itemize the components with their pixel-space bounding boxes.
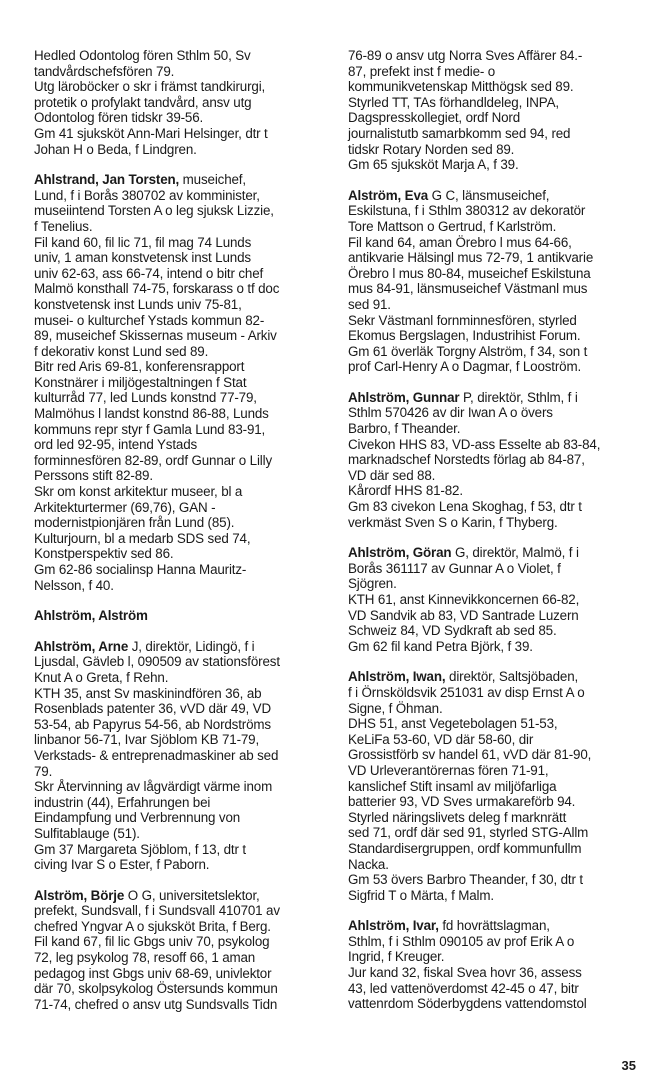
entry-first-line: [348, 188, 640, 204]
entry-first-line: [34, 888, 326, 904]
text-line: kanslichef Stift insaml av miljöfarliga: [348, 778, 557, 794]
text-line: Eskilstuna, f i Sthlm 380312 av dekoratör: [348, 203, 586, 219]
text-line: Fil kand 67, fil lic Gbgs univ 70, psykolog: [34, 934, 270, 950]
text-line: batterier 93, VD Sves urmakareförb 94.: [348, 794, 576, 810]
text-line: Rosenblads patenter 36, vVD där 49, VD: [34, 701, 271, 717]
text-line: antikvarie Hälsingl mus 72-79, 1 antikvarie: [348, 250, 594, 266]
text-line: Styrled näringslivets deleg f marknrätt: [348, 809, 567, 825]
text-line: Gm 62 fil kand Petra Björk, f 39.: [348, 638, 533, 654]
entry-intro: P, direktör, Sthlm, f i: [459, 389, 578, 405]
entry-first-line: [348, 545, 640, 561]
entry-ahlstrom-arne: [34, 639, 326, 873]
text-line: Eindampfung und Verbrennung von: [34, 810, 241, 826]
text-line: 53-54, ab Papyrus 54-56, ab Nordströms: [34, 716, 271, 732]
entry-intro: J, direktör, Lidingö, f i: [128, 638, 255, 654]
text-line: KTH 35, anst Sv maskinindfören 36, ab: [34, 685, 262, 701]
entry-intro: G, direktör, Malmö, f i: [451, 545, 579, 561]
text-line: 72, leg psykolog 78, resoff 66, 1 aman: [34, 950, 256, 966]
text-line: tidskr Rotary Norden sed 89.: [348, 141, 515, 157]
text-line: f i Örnsköldsvik 251031 av disp Ernst A o: [348, 684, 585, 700]
text-line: Standardisergruppen, ordf kommunfullm: [348, 840, 582, 856]
text-line: 43, led vattenöverdomst 42-45 o 47, bitr: [348, 980, 579, 996]
text-line: pedagog inst Gbgs univ 68-69, univlektor: [34, 965, 272, 981]
text-line: univ, 1 aman konstvetensk inst Lunds: [34, 250, 251, 266]
text-line: Schweiz 84, VD Sydkraft ab sed 85.: [348, 623, 557, 639]
text-line: VD Urleverantörernas fören 71-91,: [348, 762, 549, 778]
text-line: Nacka.: [348, 856, 389, 872]
entry-first-line: [348, 918, 640, 934]
text-line: VD där sed 88.: [348, 467, 436, 483]
entry-alstrom-eva: [348, 188, 640, 375]
entry-first-line: [34, 172, 326, 188]
text-line: f dekorativ konst Lund sed 89.: [34, 343, 209, 359]
text-line: museiintend Torsten A o leg sjuksk Lizzie,: [34, 203, 274, 219]
text-line: prof Carl-Henry A o Dagmar, f Looström.: [348, 359, 582, 375]
text-line: protetik o profylakt tandvård, ansv utg: [34, 94, 252, 110]
text-line: Gm 62-86 socialinsp Hanna Mauritz-: [34, 562, 247, 577]
section-headword: Ahlström, Alström: [34, 608, 148, 624]
entry-ahlstrom-gunnar: [348, 390, 640, 530]
text-line: där 70, skolpsykolog Östersunds kommun: [34, 981, 278, 997]
entry-intro: direktör, Saltsjöbaden,: [445, 669, 579, 685]
text-line: konstvetensk inst Lunds univ 75-81,: [34, 296, 242, 312]
text-line: linbanor 56-71, Ivar Sjöblom KB 71-79,: [34, 732, 260, 748]
text-line: univ 62-63, ass 66-74, intend o bitr chef: [34, 265, 264, 281]
entry-name: Ahlstrand, Jan Torsten,: [34, 172, 180, 188]
entry-first-line: [348, 669, 640, 685]
text-line: Konstperspektiv sed 86.: [34, 546, 174, 562]
text-line: modernistpionjären från Lund (85).: [34, 515, 235, 531]
entry-name: Ahlström, Iwan,: [348, 669, 446, 685]
text-line: Sigfrid T o Märta, f Malm.: [348, 887, 494, 903]
text-line: musei- o kulturchef Ystads kommun 82-: [34, 312, 265, 328]
text-line: VD Sandvik ab 83, VD Santrade Luzern: [348, 607, 579, 623]
text-line: Gm 83 civekon Lena Skoghag, f 53, dtr t: [348, 499, 582, 515]
entry-continuation: [34, 48, 326, 157]
text-line: 71-74, chefred o ansv utg Sundsvalls Tidn: [34, 996, 278, 1012]
entry-continuation: [348, 48, 640, 173]
text-line: DHS 51, anst Vegetebolagen 51-53,: [348, 716, 558, 732]
text-line: Dagspresskollegiet, ordf Nord: [348, 110, 521, 126]
text-line: Bitr red Aris 69-81, konferensrapport: [34, 359, 245, 375]
text-line: marknadschef Norstedts förlag ab 84-87,: [348, 452, 585, 468]
text-line: Utg läroböcker o skr i främst tandkirurgi,: [34, 79, 266, 95]
text-line: Ekomus Bergslagen, Industrihist Forum.: [348, 328, 581, 344]
entry-first-line: [34, 639, 326, 655]
entry-intro: O G, universitetslektor,: [124, 887, 260, 903]
text-line: prefekt, Sundsvall, f i Sundsvall 410701 av: [34, 903, 280, 919]
entry-intro: museichef,: [179, 172, 246, 188]
text-line: 87, prefekt inst f medie- o: [348, 63, 496, 79]
text-line: Tore Mattson o Gertrud, f Karlström.: [348, 218, 557, 234]
entry-ahlstrom-ivar: [348, 918, 640, 1012]
text-line: Arkitekturtermer (69,76), GAN -: [34, 499, 216, 515]
text-line: Lund, f i Borås 380702 av komminister,: [34, 187, 260, 203]
text-line: Gm 53 övers Barbro Theander, f 30, dtr t: [348, 872, 583, 888]
text-line: Ingrid, f Kreuger.: [348, 949, 445, 965]
text-line: Gm 65 sjuksköt Marja A, f 39.: [348, 157, 519, 173]
text-line: Malmö konsthall 74-75, forskarass o tf doc: [34, 281, 280, 297]
text-line: Sthlm 570426 av dir Iwan A o övers: [348, 405, 553, 421]
text-line: Grossistförb sv handel 61, vVD där 81-90,: [348, 747, 592, 763]
entry-ahlstrom-iwan: [348, 669, 640, 903]
right-column: [348, 48, 640, 1027]
text-line: Fil kand 64, aman Örebro l mus 64-66,: [348, 234, 572, 250]
text-line: vattenrdom Söderbygdens vattendomstol: [348, 996, 587, 1012]
entry-ahlstrand-jan-torsten: [34, 172, 326, 593]
text-line: Perssons stift 82-89.: [34, 468, 153, 484]
text-line: Fil kand 60, fil lic 71, fil mag 74 Lunds: [34, 234, 252, 250]
text-line: KTH 61, anst Kinnevikkoncernen 66-82,: [348, 592, 580, 607]
text-line: kommunikvetenskap Mitthögsk sed 89.: [348, 79, 574, 95]
text-line: Borås 361117 av Gunnar A o Violet, f: [348, 560, 561, 576]
text-line: Sjögren.: [348, 576, 397, 592]
text-line: forminnesfören 82-89, ordf Gunnar o Lilly: [34, 452, 272, 468]
text-line: Hedled Odontolog fören Sthlm 50, Sv: [34, 48, 251, 63]
text-line: KeLiFa 53-60, VD där 58-60, dir: [348, 731, 534, 747]
text-line: kommuns repr styr f Gamla Lund 83-91,: [34, 421, 266, 437]
text-line: Örebro l mus 80-84, museichef Eskilstuna: [348, 265, 591, 281]
text-line: kulturråd 77, led Lunds konstnd 77-79,: [34, 390, 257, 406]
text-line: sed 91.: [348, 296, 391, 312]
entry-name: Ahlström, Gunnar: [348, 389, 460, 405]
text-line: Odontolog fören tidskr 39-56.: [34, 110, 204, 126]
text-line: chefred Yngvar A o sjuksköt Brita, f Berg.: [34, 918, 271, 934]
text-line: Signe, f Öhman.: [348, 700, 443, 716]
entry-name: Alström, Börje: [34, 887, 125, 903]
left-column: [34, 48, 326, 1027]
entry-name: Ahlström, Göran: [348, 545, 452, 561]
text-line: Gm 37 Margareta Sjöblom, f 13, dtr t: [34, 841, 246, 857]
text-line: Barbro, f Theander.: [348, 421, 461, 437]
text-line: Sekr Västmanl fornminnesfören, styrled: [348, 312, 577, 328]
entry-name: Alström, Eva: [348, 187, 429, 203]
text-line: Civekon HHS 83, VD-ass Esselte ab 83-84,: [348, 436, 601, 452]
text-line: Styrled TT, TAs förhandldeleg, INPA,: [348, 94, 559, 110]
text-line: civing Ivar S o Ester, f Paborn.: [34, 857, 210, 873]
page-number: 35: [621, 1058, 636, 1073]
text-line: 79.: [34, 763, 53, 779]
entry-intro: G C, länsmuseichef,: [428, 187, 550, 203]
text-line: industrin (44), Erfahrungen bei: [34, 794, 211, 810]
text-line: 76-89 o ansv utg Norra Sves Affärer 84.-: [348, 48, 583, 63]
text-line: Gm 61 överläk Torgny Alström, f 34, son t: [348, 343, 588, 359]
entry-first-line: [348, 390, 640, 406]
text-line: Malmöhus l landst konstnd 86-88, Lunds: [34, 406, 269, 422]
text-line: Johan H o Beda, f Lindgren.: [34, 141, 197, 157]
text-line: Gm 41 sjuksköt Ann-Mari Helsinger, dtr t: [34, 125, 268, 141]
text-line: Kulturjourn, bl a medarb SDS sed 74,: [34, 530, 251, 546]
text-line: ord led 92-95, intend Ystads: [34, 437, 198, 453]
text-line: Nelsson, f 40.: [34, 577, 114, 593]
text-line: tandvårdschefsfören 79.: [34, 63, 175, 79]
text-line: Skr om konst arkitektur museer, bl a: [34, 484, 243, 500]
text-line: f Tenelius.: [34, 218, 93, 234]
text-line: Sthlm, f i Sthlm 090105 av prof Erik A o: [348, 933, 575, 949]
text-line: sed 71, ordf där sed 91, styrled STG-Allm: [348, 825, 589, 841]
text-line: Konstnärer i miljögestaltningen f Stat: [34, 374, 247, 390]
entry-name: Ahlström, Ivar,: [348, 918, 439, 934]
text-line: Sulfitablauge (51).: [34, 825, 140, 841]
text-line: mus 84-91, länsmuseichef Västmanl mus: [348, 281, 588, 297]
entry-alstrom-borje: [34, 888, 326, 1013]
text-line: Knut A o Greta, f Rehn.: [34, 669, 169, 685]
entry-name: Ahlström, Arne: [34, 638, 129, 654]
entry-ahlstrom-goran: [348, 545, 640, 654]
text-line: verkmäst Sven S o Karin, f Thyberg.: [348, 514, 558, 530]
text-line: Ljusdal, Gävleb l, 090509 av stationsförest: [34, 654, 280, 670]
text-line: Jur kand 32, fiskal Svea hovr 36, assess: [348, 965, 582, 981]
text-line: 89, museichef Skissernas museum - Arkiv: [34, 328, 277, 344]
text-line: Verkstads- & entreprenadmaskiner ab sed: [34, 747, 279, 763]
text-line: journalistutb samarbkomm sed 94, red: [348, 125, 571, 141]
entry-intro: fd hovrättslagman,: [438, 918, 550, 934]
text-line: Skr Återvinning av lågvärdigt värme inom: [34, 779, 273, 795]
text-line: Kårordf HHS 81-82.: [348, 483, 463, 499]
